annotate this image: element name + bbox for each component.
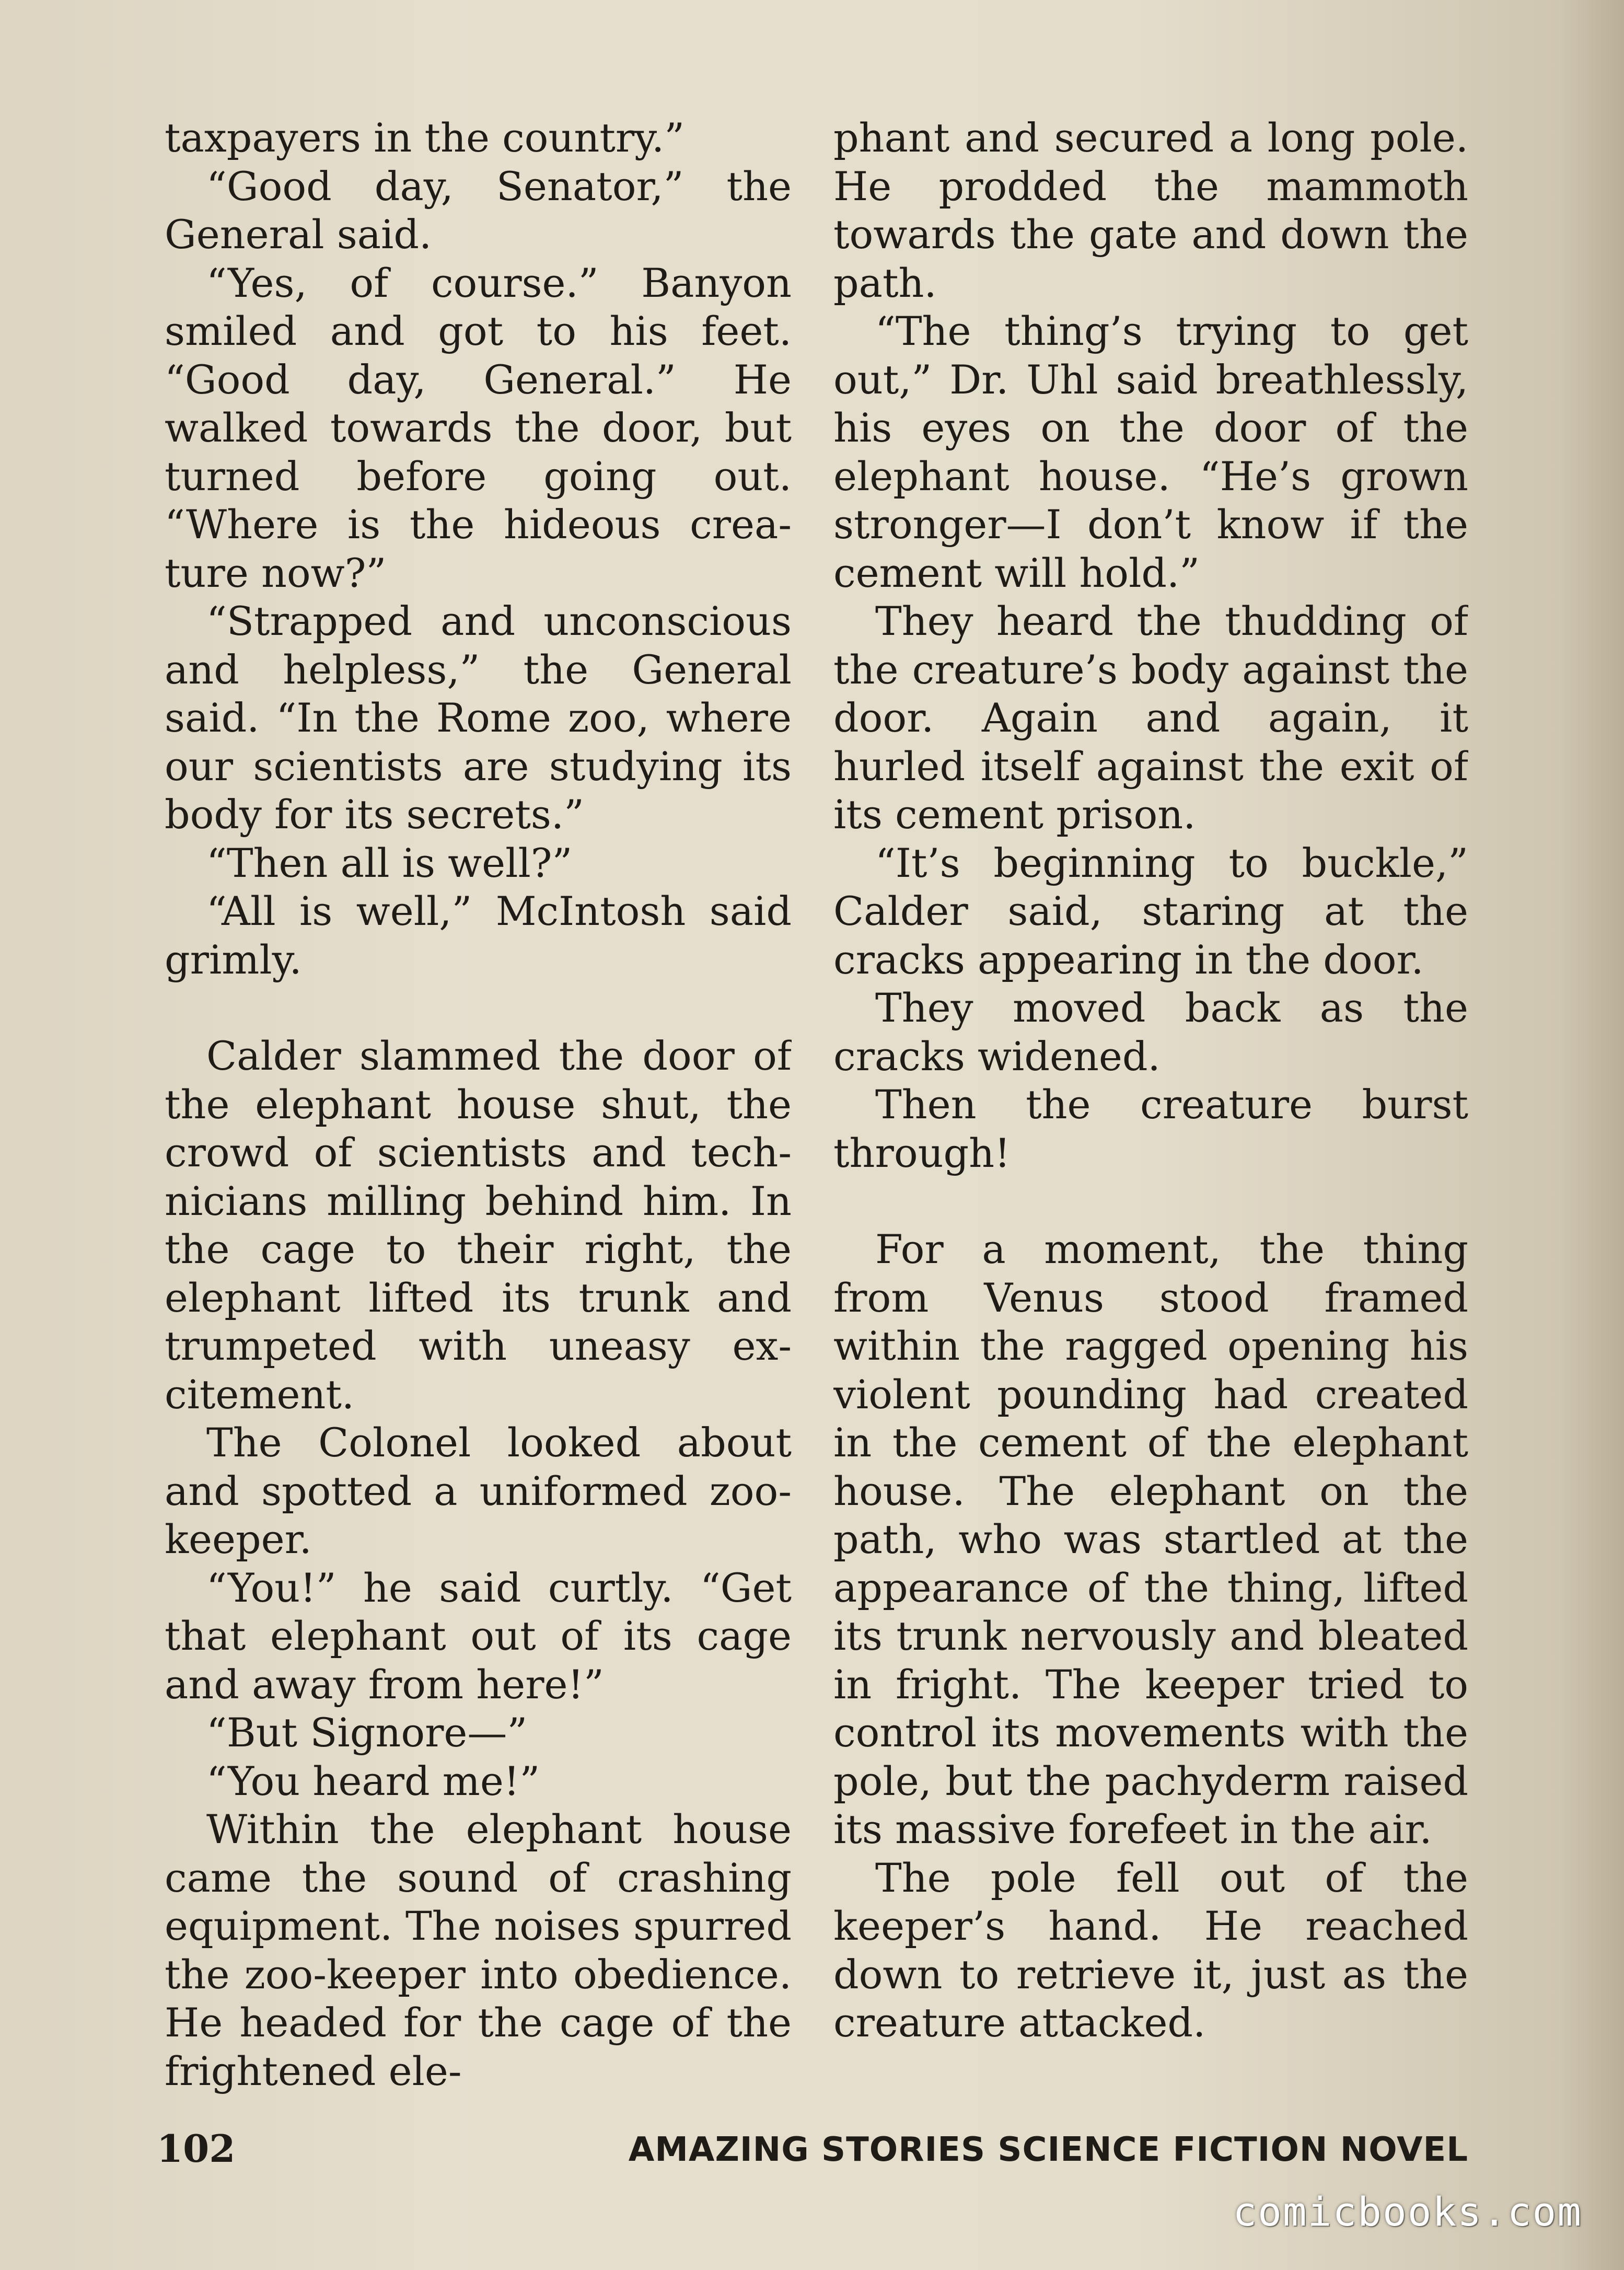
paragraph: “Strapped and unconscious and helpless,” the General said. “In the Rome zoo, where our scientists are studying its body for its secrets.” <box>165 598 792 838</box>
paragraph: “But Signore—” <box>206 1709 528 1756</box>
watermark: comicbooks.com <box>1233 2188 1582 2235</box>
paragraph: Calder slammed the door of the elephant house shut, the crowd of scientists and technicians milling behind him. In the cage to their right, the elephant lifted its trunk and trumpeted with uneasy excitement. <box>165 1033 792 1418</box>
paragraph: “Yes, of course.” Banyon smiled and got to his feet. “Good day, General.” He walked towards the door, but turned before going out. “Where is the hideous creature now?” <box>165 259 792 596</box>
paragraph: The pole fell out of the keeper’s hand. He reached down to retrieve it, just as the creature attacked. <box>833 1854 1468 2046</box>
paragraph: They moved back as the cracks widened. <box>833 985 1468 1080</box>
paragraph: They heard the thudding of the creature’s body against the door. Again and again, it hurled itself against the exit of its cement prison. <box>833 598 1468 838</box>
paragraph: “Good day, Senator,” the General said. <box>165 163 792 258</box>
paragraph: Then the creature burst through! <box>833 1081 1468 1176</box>
paragraph: “It’s beginning to buckle,” Calder said, staring at the cracks appearing in the door. <box>833 839 1468 983</box>
paragraph: phant and secured a long pole. He prodded the mammoth towards the gate and down the path. <box>833 114 1468 306</box>
paragraph: “You heard me!” <box>206 1757 540 1804</box>
page-footer <box>157 2123 1468 2180</box>
paragraph: Within the elephant house came the sound of crashing equipment. The noises spurred the zoo-keeper into obedience. He headed for the cage of the frightened ele- <box>165 1806 792 2094</box>
page-number: 102 <box>157 2126 236 2171</box>
paragraph: “All is well,” McIntosh said grimly. <box>165 888 792 983</box>
paragraph: taxpayers in the country.” <box>165 114 685 161</box>
right-text-column <box>833 114 1468 2115</box>
paragraph: For a moment, the thing from Venus stood framed within the ragged opening his violent pounding had created in the cement of the elephant house. The elephant on the path, who was startled at the appearance of the thing, lifted its trunk nervously and bleated in fright. The keeper tried to control its movements with the pole, but the pachyderm raised its massive forefeet in the air. <box>833 1226 1468 1852</box>
magazine-title: AMAZING STORIES SCIENCE FICTION NOVEL <box>628 2130 1468 2169</box>
paragraph: “The thing’s trying to get out,” Dr. Uhl said breathlessly, his eyes on the door of the elephant house. “He’s grown stronger—I don’t know if the cement will hold.” <box>833 308 1468 596</box>
paragraph: “You!” he said curtly. “Get that elephant out of its cage and away from here!” <box>165 1564 792 1708</box>
paragraph: “Then all is well?” <box>206 839 573 886</box>
left-text-column <box>165 114 792 2115</box>
paragraph: The Colonel looked about and spotted a uniformed zookeeper. <box>165 1419 792 1562</box>
